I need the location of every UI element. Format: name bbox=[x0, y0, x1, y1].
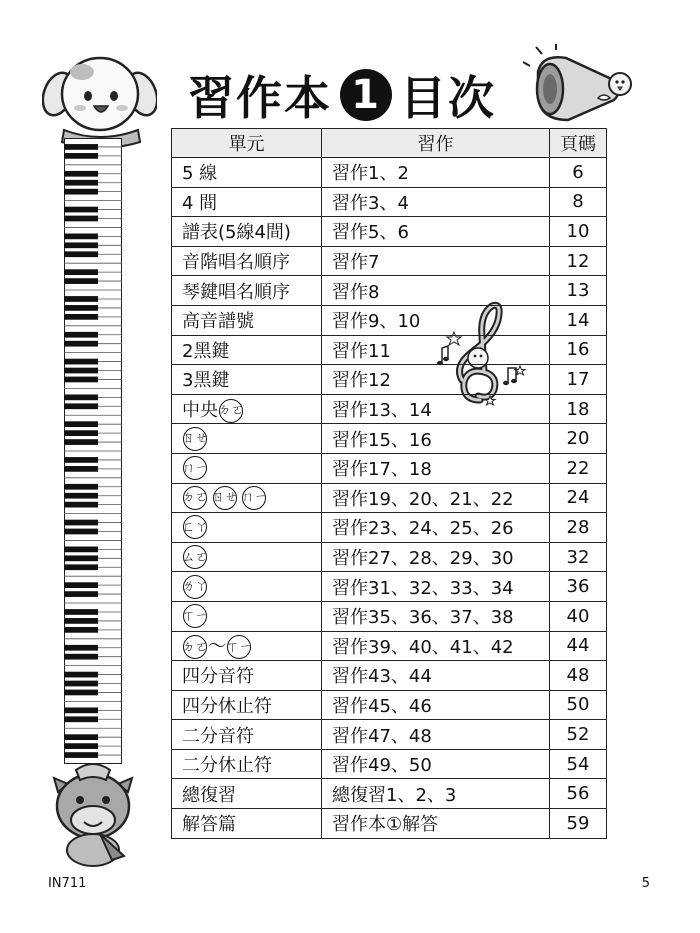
title-suffix: 目次 bbox=[400, 71, 496, 125]
page-cell: 54 bbox=[550, 749, 607, 779]
exercises-cell: 習作15、16 bbox=[322, 424, 550, 454]
table-row bbox=[172, 158, 607, 188]
page-cell: 48 bbox=[550, 661, 607, 691]
exercises-cell: 總復習1、2、3 bbox=[322, 779, 550, 809]
table-row bbox=[172, 365, 607, 395]
page-cell: 50 bbox=[550, 690, 607, 720]
exercises-cell: 習作本①解答 bbox=[322, 809, 550, 839]
table-row bbox=[172, 631, 607, 661]
black-key bbox=[64, 555, 98, 561]
black-key bbox=[64, 618, 98, 624]
zhuyin-circle: ㄉㄛ bbox=[183, 635, 207, 659]
header-unit: 單元 bbox=[172, 129, 322, 158]
table-row bbox=[172, 542, 607, 572]
exercises-cell: 習作9、10 bbox=[322, 305, 550, 335]
black-key bbox=[64, 171, 98, 177]
cow-mascot-illustration bbox=[48, 758, 138, 868]
page-cell: 20 bbox=[550, 424, 607, 454]
zhuyin-circle: ㄒㄧ bbox=[183, 604, 207, 628]
unit-cell: 譜表(5線4間) bbox=[172, 217, 322, 247]
black-key bbox=[64, 529, 98, 535]
megaphone-illustration bbox=[522, 44, 642, 124]
exercises-cell: 習作13、14 bbox=[322, 394, 550, 424]
page-cell: 22 bbox=[550, 453, 607, 483]
page-title bbox=[188, 64, 496, 126]
exercises-cell: 習作3、4 bbox=[322, 187, 550, 217]
black-key bbox=[64, 430, 98, 436]
zhuyin-circle: ㄈㄚ bbox=[183, 515, 207, 539]
header-page: 頁碼 bbox=[550, 129, 607, 158]
black-key bbox=[64, 278, 98, 284]
unit-cell: 總復習 bbox=[172, 779, 322, 809]
zhuyin-circle: ㄇㄧ bbox=[242, 486, 266, 510]
black-key bbox=[64, 234, 98, 240]
table-row bbox=[172, 187, 607, 217]
unit-cell bbox=[172, 513, 322, 543]
black-key bbox=[64, 457, 98, 463]
black-key bbox=[64, 368, 98, 374]
black-key bbox=[64, 314, 98, 320]
black-key bbox=[64, 502, 98, 508]
exercises-cell: 習作11 bbox=[322, 335, 550, 365]
table-row bbox=[172, 601, 607, 631]
page-cell: 36 bbox=[550, 572, 607, 602]
page-cell: 13 bbox=[550, 276, 607, 306]
black-key bbox=[64, 251, 98, 257]
zhuyin-circle: ㄖㄝ bbox=[213, 486, 237, 510]
unit-cell: 4 間 bbox=[172, 187, 322, 217]
black-key bbox=[64, 582, 98, 588]
page-cell: 16 bbox=[550, 335, 607, 365]
page-cell: 52 bbox=[550, 720, 607, 750]
black-key bbox=[64, 466, 98, 472]
black-key bbox=[64, 341, 98, 347]
table-row bbox=[172, 394, 607, 424]
zhuyin-circle: ㄙㄛ bbox=[183, 545, 207, 569]
black-key bbox=[64, 403, 98, 409]
table-row bbox=[172, 809, 607, 839]
black-key bbox=[64, 654, 98, 660]
table-row bbox=[172, 513, 607, 543]
header-exercises: 習作 bbox=[322, 129, 550, 158]
exercises-cell: 習作1、2 bbox=[322, 158, 550, 188]
black-key bbox=[64, 296, 98, 302]
table-header-row bbox=[172, 129, 607, 158]
table-row bbox=[172, 720, 607, 750]
black-key bbox=[64, 681, 98, 687]
page-cell: 6 bbox=[550, 158, 607, 188]
unit-cell: 琴鍵唱名順序 bbox=[172, 276, 322, 306]
black-key bbox=[64, 207, 98, 213]
table-row bbox=[172, 246, 607, 276]
unit-cell: 二分音符 bbox=[172, 720, 322, 750]
zhuyin-circle: ㄖㄝ bbox=[183, 427, 207, 451]
page-cell: 12 bbox=[550, 246, 607, 276]
page-cell: 28 bbox=[550, 513, 607, 543]
unit-cell bbox=[172, 453, 322, 483]
table-row bbox=[172, 779, 607, 809]
contents-table bbox=[171, 128, 607, 839]
black-key bbox=[64, 144, 98, 150]
page-cell: 14 bbox=[550, 305, 607, 335]
exercises-cell: 習作8 bbox=[322, 276, 550, 306]
black-key bbox=[64, 377, 98, 383]
black-key bbox=[64, 707, 98, 713]
table-row bbox=[172, 453, 607, 483]
table-row bbox=[172, 305, 607, 335]
table-row bbox=[172, 424, 607, 454]
black-key bbox=[64, 716, 98, 722]
exercises-cell: 習作31、32、33、34 bbox=[322, 572, 550, 602]
unit-cell: 四分休止符 bbox=[172, 690, 322, 720]
table-row bbox=[172, 276, 607, 306]
zhuyin-circle: ㄉㄛ bbox=[183, 486, 207, 510]
unit-cell: 二分休止符 bbox=[172, 749, 322, 779]
exercises-cell: 習作43、44 bbox=[322, 661, 550, 691]
table-row bbox=[172, 749, 607, 779]
page-cell: 40 bbox=[550, 601, 607, 631]
page-cell: 59 bbox=[550, 809, 607, 839]
black-key bbox=[64, 216, 98, 222]
black-key bbox=[64, 743, 98, 749]
exercises-cell: 習作39、40、41、42 bbox=[322, 631, 550, 661]
black-key bbox=[64, 627, 98, 633]
zhuyin-circle: ㄌㄚ bbox=[183, 575, 207, 599]
black-key bbox=[64, 690, 98, 696]
exercises-cell: 習作47、48 bbox=[322, 720, 550, 750]
exercises-cell: 習作23、24、25、26 bbox=[322, 513, 550, 543]
page-cell: 24 bbox=[550, 483, 607, 513]
black-key bbox=[64, 672, 98, 678]
page-cell: 18 bbox=[550, 394, 607, 424]
unit-cell: 高音譜號 bbox=[172, 305, 322, 335]
book-code: IN711 bbox=[48, 876, 87, 891]
title-number-badge: 1 bbox=[340, 69, 392, 121]
black-key bbox=[64, 493, 98, 499]
black-key bbox=[64, 421, 98, 427]
table-row bbox=[172, 483, 607, 513]
black-key bbox=[64, 189, 98, 195]
black-key bbox=[64, 242, 98, 248]
unit-cell: ㄉㄛ～ㄒㄧ bbox=[172, 631, 322, 661]
unit-cell: 解答篇 bbox=[172, 809, 322, 839]
unit-cell bbox=[172, 601, 322, 631]
black-key bbox=[64, 547, 98, 553]
black-key bbox=[64, 645, 98, 651]
black-key bbox=[64, 591, 98, 597]
table-row bbox=[172, 217, 607, 247]
dog-mascot-illustration bbox=[42, 48, 157, 152]
black-key bbox=[64, 609, 98, 615]
black-key bbox=[64, 394, 98, 400]
exercises-cell: 習作35、36、37、38 bbox=[322, 601, 550, 631]
black-key bbox=[64, 180, 98, 186]
unit-cell bbox=[172, 542, 322, 572]
exercises-cell: 習作5、6 bbox=[322, 217, 550, 247]
black-key bbox=[64, 332, 98, 338]
unit-cell: 2黑鍵 bbox=[172, 335, 322, 365]
unit-cell: 音階唱名順序 bbox=[172, 246, 322, 276]
page-cell: 44 bbox=[550, 631, 607, 661]
page-cell: 56 bbox=[550, 779, 607, 809]
unit-cell bbox=[172, 483, 322, 513]
page-number: 5 bbox=[641, 876, 650, 891]
unit-cell bbox=[172, 572, 322, 602]
zhuyin-circle: ㄉㄛ bbox=[219, 399, 243, 423]
zhuyin-circle: ㄒㄧ bbox=[227, 635, 251, 659]
black-key bbox=[64, 520, 98, 526]
page-cell: 8 bbox=[550, 187, 607, 217]
table-row bbox=[172, 335, 607, 365]
exercises-cell: 習作45、46 bbox=[322, 690, 550, 720]
unit-cell: 中央ㄉㄛ bbox=[172, 394, 322, 424]
black-key bbox=[64, 439, 98, 445]
exercises-cell: 習作7 bbox=[322, 246, 550, 276]
page-cell: 17 bbox=[550, 365, 607, 395]
piano-keyboard-strip bbox=[64, 138, 122, 764]
unit-cell bbox=[172, 424, 322, 454]
title-prefix: 習作本 bbox=[188, 71, 332, 125]
exercises-cell: 習作19、20、21、22 bbox=[322, 483, 550, 513]
zhuyin-circle: ㄇㄧ bbox=[183, 456, 207, 480]
table-row bbox=[172, 572, 607, 602]
black-key bbox=[64, 564, 98, 570]
exercises-cell: 習作12 bbox=[322, 365, 550, 395]
exercises-cell: 習作17、18 bbox=[322, 453, 550, 483]
page-cell: 10 bbox=[550, 217, 607, 247]
black-key bbox=[64, 269, 98, 275]
page-cell: 32 bbox=[550, 542, 607, 572]
table-row bbox=[172, 690, 607, 720]
unit-cell: 3黑鍵 bbox=[172, 365, 322, 395]
exercises-cell: 習作49、50 bbox=[322, 749, 550, 779]
black-key bbox=[64, 153, 98, 159]
black-key bbox=[64, 734, 98, 740]
black-key bbox=[64, 359, 98, 365]
unit-cell: 5 線 bbox=[172, 158, 322, 188]
table-row bbox=[172, 661, 607, 691]
unit-cell: 四分音符 bbox=[172, 661, 322, 691]
black-key bbox=[64, 305, 98, 311]
black-key bbox=[64, 484, 98, 490]
exercises-cell: 習作27、28、29、30 bbox=[322, 542, 550, 572]
